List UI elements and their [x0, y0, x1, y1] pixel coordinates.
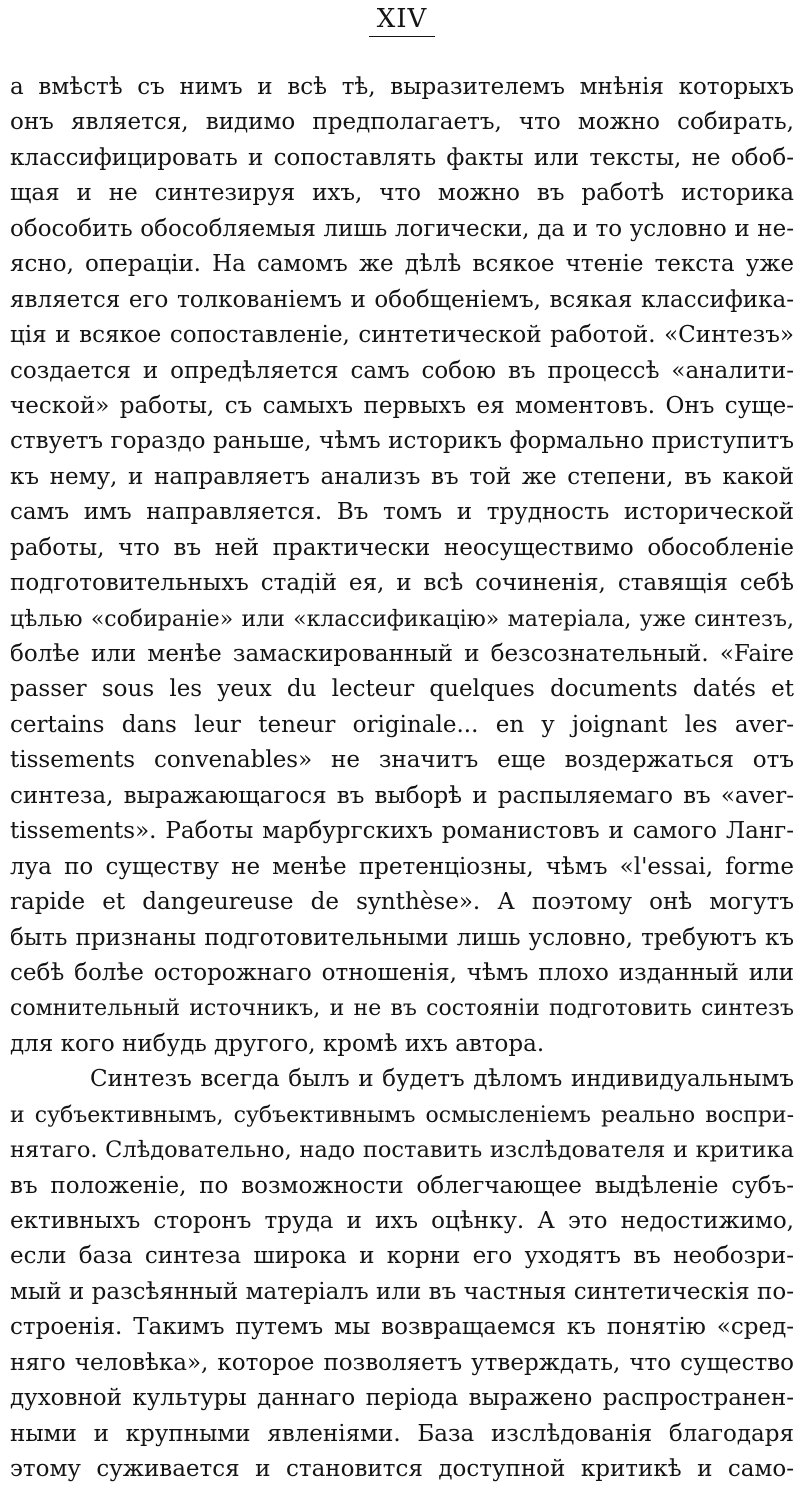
body-text [10, 70, 794, 1488]
text-line: ствуетъ гораздо раньше, чѣмъ историкъ формально приступитъ [10, 428, 794, 455]
text-line: является его толкованіемъ и обобщеніемъ, всякая классифика- [10, 286, 794, 313]
page-number: XIV [369, 4, 436, 37]
text-line: если база синтеза широка и корни его уходятъ въ необозри- [10, 1243, 794, 1270]
text-line: сомнительный источникъ, и не въ состояніи подготовить синтезъ [10, 996, 794, 1022]
text-line: мый и разсѣянный матеріалъ или въ частныя синтетическія по- [10, 1278, 794, 1305]
text-line: а вмѣстѣ съ нимъ и всѣ тѣ, выразителемъ мнѣнія которыхъ [10, 74, 794, 100]
paragraph-end-line: для кого нибудь другого, кромѣ ихъ автора. [10, 1030, 545, 1057]
text-line: цѣлью «собираніе» или «классификацію» матеріала, уже синтезъ, [10, 606, 794, 632]
text-line: строенія. Такимъ путемъ мы возвращаемся къ понятію «сред- [10, 1314, 794, 1341]
text-line: tissements convenables» не значитъ еще воздержаться отъ [10, 747, 794, 774]
text-line: создается и опредѣляется самъ собою въ процессѣ «аналити- [10, 357, 794, 384]
page-header [10, 0, 794, 56]
text-line: ясно, операціи. На самомъ же дѣлѣ всякое чтеніе текста уже [10, 251, 794, 278]
text-line: tissements». Работы марбургскихъ романистовъ и самого Ланг- [10, 818, 794, 845]
text-line: духовной культуры даннаго періода выражено распространен- [10, 1385, 794, 1412]
text-line: самъ имъ направляется. Въ томъ и трудность исторической [10, 499, 794, 526]
text-line: этому суживается и становится доступной критикѣ и само- [10, 1456, 794, 1483]
text-line: обособить обособляемыя лишь логически, да и то условно и не- [10, 215, 794, 242]
text-line: няго человѣка», которое позволяетъ утверждать, что существо [10, 1349, 794, 1376]
text-line: ческой» работы, съ самыхъ первыхъ ея моментовъ. Онъ суще- [10, 392, 794, 419]
text-line: passer sous les yeux du lecteur quelques documents datés et [10, 676, 794, 703]
text-line: ективныхъ сторонъ труда и ихъ оцѣнку. А это недостижимо, [10, 1208, 794, 1234]
text-line: классифицировать и сопоставлять факты или тексты, не обоб- [10, 144, 794, 171]
text-line: ція и всякое сопоставленіе, синтетической работой. «Синтезъ» [10, 322, 794, 349]
text-line: подготовительныхъ стадій ея, и всѣ сочиненія, ставящія себѣ [10, 570, 794, 597]
text-line: болѣе или менѣе замаскированный и безсознательный. «Faire [10, 641, 794, 667]
text-line: ными и крупными явленіями. База изслѣдованія благодаря [10, 1420, 794, 1447]
text-line: щая и не синтезируя ихъ, что можно въ работѣ историка [10, 180, 794, 207]
text-line: себѣ болѣе осторожнаго отношенія, чѣмъ плохо изданный или [10, 959, 794, 986]
text-line: синтеза, выражающагося въ выборѣ и распыляемаго въ «aver- [10, 782, 794, 809]
text-line: къ нему, и направляетъ анализъ въ той же степени, въ какой [10, 463, 794, 490]
text-line: быть признаны подготовительными лишь условно, требуютъ къ [10, 924, 794, 951]
paragraph-start-line: Синтезъ всегда былъ и будетъ дѣломъ индивидуальнымъ [90, 1066, 794, 1093]
text-line: въ положеніе, по возможности облегчающее выдѣленіе субъ- [10, 1172, 794, 1199]
text-line: rapide et dangeureuse de synthèse». А поэтому онѣ могутъ [10, 889, 794, 916]
text-line: онъ является, видимо предполагаетъ, что можно собирать, [10, 109, 794, 136]
text-line: нятаго. Слѣдовательно, надо поставить изслѣдователя и критика [10, 1137, 794, 1164]
text-line: и субъективнымъ, субъективнымъ осмысленіемъ реально воспри- [10, 1102, 794, 1128]
text-line: работы, что въ ней практически неосуществимо обособленіе [10, 534, 794, 561]
text-line: certains dans leur teneur originale... en y joignant les aver- [10, 711, 794, 738]
text-line: луа по существу не менѣе претенціозны, чѣмъ «l'essai, forme [10, 853, 794, 880]
